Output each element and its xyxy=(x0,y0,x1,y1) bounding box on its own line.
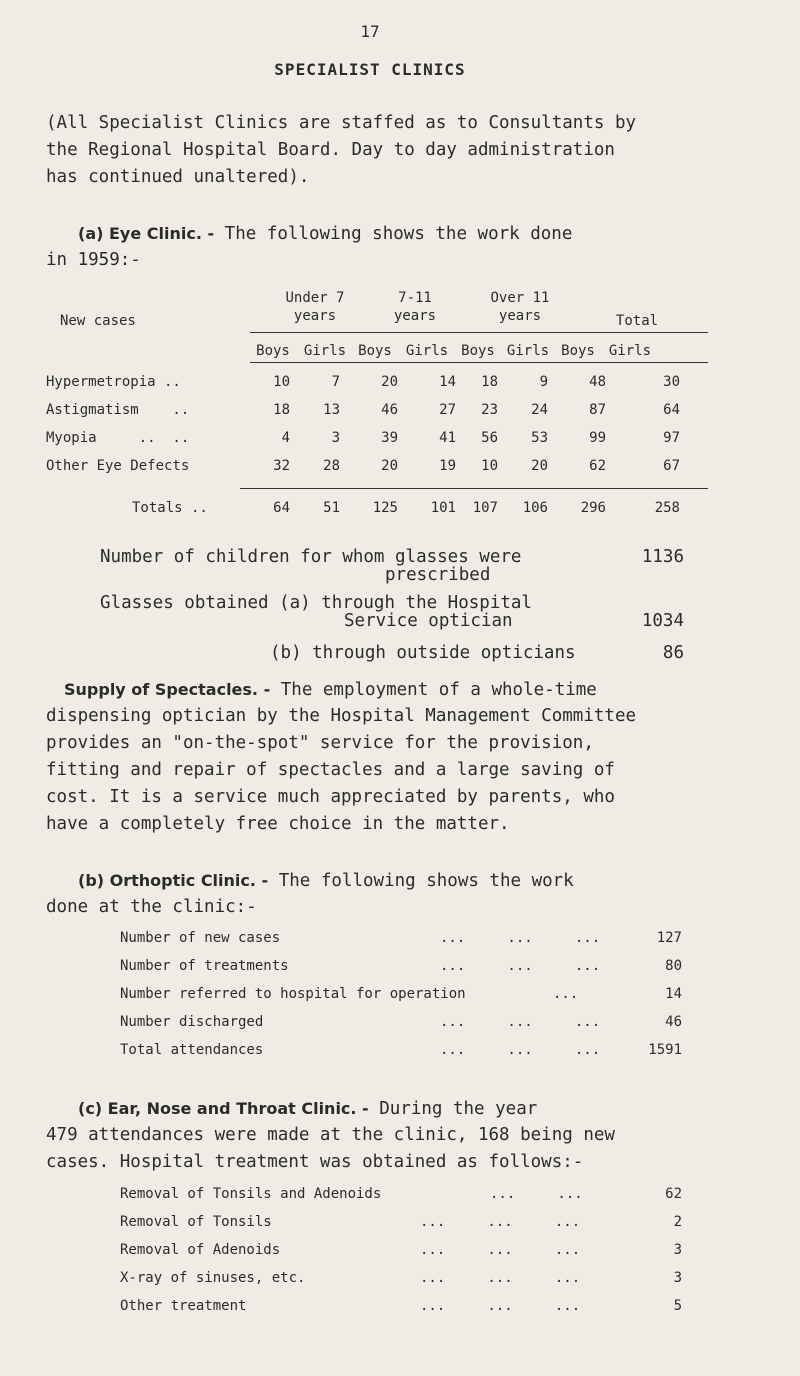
item-value: 127 xyxy=(656,930,682,946)
subheader-rule xyxy=(250,362,708,363)
item-value: 46 xyxy=(665,1014,682,1030)
table-cell: 64 xyxy=(273,500,290,516)
supply-line xyxy=(64,676,597,704)
eye-clinic-intro xyxy=(78,220,572,248)
table-cell: 64 xyxy=(663,402,680,418)
orthoptic-intro-line2: done at the clinic:- xyxy=(46,897,257,917)
table-cell: 14 xyxy=(439,374,456,390)
table-cell: 10 xyxy=(481,458,498,474)
table-cell: 87 xyxy=(589,402,606,418)
item-dots: ... ... ... xyxy=(420,1214,581,1230)
orthoptic-heading: (b) Orthoptic Clinic. - xyxy=(78,871,269,890)
item-value: 3 xyxy=(673,1270,682,1286)
supply-text: The employment of a whole-time xyxy=(270,680,597,700)
item-label: Removal of Adenoids xyxy=(120,1242,281,1258)
item-value: 14 xyxy=(665,986,682,1002)
table-cell: 18 xyxy=(273,402,290,418)
ent-intro xyxy=(78,1095,537,1123)
item-label: Number of new cases xyxy=(120,930,281,946)
supply-line: cost. It is a service much appreciated by parents, who xyxy=(46,787,615,807)
totals-rule xyxy=(240,488,708,489)
table-cell: 62 xyxy=(589,458,606,474)
table-cell: 19 xyxy=(439,458,456,474)
table-cell: 39 xyxy=(381,430,398,446)
table-cell: 32 xyxy=(273,458,290,474)
sub-header: Girls xyxy=(405,343,449,359)
item-label: Number discharged xyxy=(120,1014,264,1030)
table-cell: 56 xyxy=(481,430,498,446)
table-cell: 30 xyxy=(663,374,680,390)
item-value: 2 xyxy=(673,1214,682,1230)
table-cell: 20 xyxy=(381,374,398,390)
table-cell: 41 xyxy=(439,430,456,446)
item-label: X-ray of sinuses, etc. xyxy=(120,1270,306,1286)
table-cell: 9 xyxy=(539,374,548,390)
item-label: Removal of Tonsils and Adenoids xyxy=(120,1186,382,1202)
table-cell: 125 xyxy=(372,500,398,516)
item-value: 5 xyxy=(673,1298,682,1314)
table-cell: 106 xyxy=(522,500,548,516)
table-cell: 99 xyxy=(589,430,606,446)
item-dots: ... ... xyxy=(490,1186,583,1202)
sub-header: Girls xyxy=(506,343,550,359)
group-header-total: Total xyxy=(615,313,659,329)
supply-line: dispensing optician by the Hospital Management Committee xyxy=(46,706,637,726)
orthoptic-intro-text: The following shows the work xyxy=(268,871,574,891)
sub-header: Boys xyxy=(561,343,595,359)
sub-header: Boys xyxy=(461,343,495,359)
group-header-top: 7-11 xyxy=(398,290,432,306)
row-label: Hypermetropia .. xyxy=(46,374,181,390)
table-cell: 3 xyxy=(331,430,340,446)
item-dots: ... ... ... xyxy=(420,1270,581,1286)
item-dots: ... ... ... xyxy=(440,958,601,974)
item-label: Number of treatments xyxy=(120,958,289,974)
glasses-obtained-a-value: 1034 xyxy=(641,611,684,631)
glasses-obtained-b-value: 86 xyxy=(662,643,684,663)
row-label: Myopia .. .. xyxy=(46,430,190,446)
glasses-obtained-b-label: (b) through outside opticians xyxy=(270,643,576,663)
item-dots: ... ... ... xyxy=(420,1242,581,1258)
glasses-prescribed-value: 1136 xyxy=(641,547,684,567)
table-cell: 67 xyxy=(663,458,680,474)
table-cell: 46 xyxy=(381,402,398,418)
table-cell: 296 xyxy=(580,500,606,516)
item-label: Removal of Tonsils xyxy=(120,1214,272,1230)
ent-intro-text: During the year xyxy=(368,1099,538,1119)
table-cell: 20 xyxy=(381,458,398,474)
table-cell: 101 xyxy=(430,500,456,516)
table-cell: 51 xyxy=(323,500,340,516)
supply-line: have a completely free choice in the matter. xyxy=(46,814,510,834)
table-cell: 28 xyxy=(323,458,340,474)
item-value: 80 xyxy=(665,958,682,974)
row-label: Astigmatism .. xyxy=(46,402,190,418)
eye-clinic-intro-line2: in 1959:- xyxy=(46,250,141,270)
glasses-prescribed-label-cont: prescribed xyxy=(385,565,491,585)
item-value: 3 xyxy=(673,1242,682,1258)
item-value: 1591 xyxy=(648,1042,682,1058)
orthoptic-intro xyxy=(78,867,574,895)
table-cell: 10 xyxy=(273,374,290,390)
table-cell: 107 xyxy=(472,500,498,516)
group-header-bottom: years xyxy=(393,308,437,324)
group-header-top: Over 11 xyxy=(490,290,550,306)
row-label: Other Eye Defects xyxy=(46,458,190,474)
table-cell: 53 xyxy=(531,430,548,446)
ent-heading: (c) Ear, Nose and Throat Clinic. - xyxy=(78,1099,369,1118)
glasses-obtained-a-label-cont: Service optician xyxy=(344,611,513,631)
supply-heading: Supply of Spectacles. - xyxy=(64,680,271,699)
table-cell: 27 xyxy=(439,402,456,418)
glasses-prescribed-label: Number of children for whom glasses were xyxy=(100,547,522,567)
sub-header: Boys xyxy=(358,343,392,359)
ent-intro-line2: 479 attendances were made at the clinic, 168 being new xyxy=(46,1125,615,1145)
sub-header: Boys xyxy=(256,343,290,359)
table-cell: 4 xyxy=(281,430,290,446)
group-header-top: Under 7 xyxy=(285,290,345,306)
intro-line: (All Specialist Clinics are staffed as to Consultants by xyxy=(46,113,637,133)
header-rule xyxy=(250,332,708,333)
supply-line: provides an "on-the-spot" service for the provision, xyxy=(46,733,594,753)
intro-line: has continued unaltered). xyxy=(46,167,310,187)
sub-header: Girls xyxy=(608,343,652,359)
ent-intro-line3: cases. Hospital treatment was obtained as follows:- xyxy=(46,1152,584,1172)
group-header-bottom: years xyxy=(498,308,542,324)
table-cell: 24 xyxy=(531,402,548,418)
item-value: 62 xyxy=(665,1186,682,1202)
item-dots: ... xyxy=(553,986,579,1002)
table-cell: 23 xyxy=(481,402,498,418)
intro-line: the Regional Hospital Board. Day to day administration xyxy=(46,140,615,160)
item-dots: ... ... ... xyxy=(420,1298,581,1314)
item-label: Number referred to hospital for operation xyxy=(120,986,466,1002)
table-cell: 97 xyxy=(663,430,680,446)
item-dots: ... ... ... xyxy=(440,1042,601,1058)
item-label: Other treatment xyxy=(120,1298,247,1314)
eye-clinic-heading: (a) Eye Clinic. - xyxy=(78,224,215,243)
table-cell: 13 xyxy=(323,402,340,418)
table-cell: 258 xyxy=(654,500,680,516)
table-cell: 48 xyxy=(589,374,606,390)
page-number: 17 xyxy=(360,22,380,41)
page-title: SPECIALIST CLINICS xyxy=(274,60,466,79)
table-cell: 18 xyxy=(481,374,498,390)
table-cell: 7 xyxy=(331,374,340,390)
item-label: Total attendances xyxy=(120,1042,264,1058)
col-header-new-cases: New cases xyxy=(60,313,136,329)
glasses-obtained-a-label: Glasses obtained (a) through the Hospital xyxy=(100,593,532,613)
sub-header: Girls xyxy=(303,343,347,359)
item-dots: ... ... ... xyxy=(440,930,601,946)
supply-line: fitting and repair of spectacles and a large saving of xyxy=(46,760,615,780)
totals-label: Totals .. xyxy=(132,500,208,516)
item-dots: ... ... ... xyxy=(440,1014,601,1030)
group-header-bottom: years xyxy=(293,308,337,324)
eye-clinic-intro-text: The following shows the work done xyxy=(214,224,573,244)
table-cell: 20 xyxy=(531,458,548,474)
